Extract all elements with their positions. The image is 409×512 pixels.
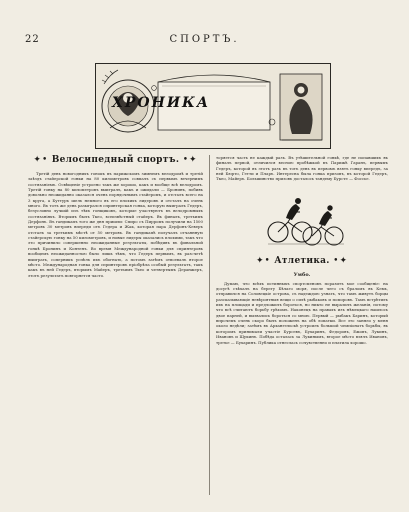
page-number: 22 <box>25 34 40 45</box>
athletics-subheading: Умбо. <box>293 271 311 278</box>
heading-ornament-left: ✦• <box>33 155 49 165</box>
left-column <box>28 155 203 278</box>
heading-ornament-right: •✦ <box>333 255 348 266</box>
heading-ornament-right: •✦ <box>182 155 198 165</box>
cycling-heading-text: Велосипедный спортъ. <box>51 155 180 165</box>
heading-ornament-left: ✦• <box>256 255 271 266</box>
athletics-heading-text: Атлетика. <box>274 255 330 266</box>
cycling-heading <box>28 155 203 165</box>
running-head: СПОРТЪ. <box>169 34 240 45</box>
athletics-heading <box>216 256 388 266</box>
right-column <box>216 155 388 345</box>
banner-title: ХРОНИКА <box>112 95 211 111</box>
athletics-paragraph: Думаю, что всѣхъ истинныхъ спортсменовъ поразитъ мое сообщеніе: на досугѣ съѣхалъ на берегу Бѣлаго моря, после чего съ браломъ въ Кемь, отправился на Соловецкіе острова, съ надеждою узнать, что тамъ живутъ борцы разсказывающіе невѣроятныя вещи о силѣ рыбаковъ и поморовъ. Тамъ встрѣтилъ ихъ на площади и предложилъ бороться, но никто не выразилъ желанія, потому что всѣ считаютъ борьбу грѣхомъ. Наконецъ на правахъ изъ нѣмецкаго нашлось двое парней, и вызвались бороться со мною. Первый — рыбакъ Баринъ, который впрочемъ очень скоро былъ положенъ на обѣ лопатки. Все это заняло у меня около недѣли; затѣмъ въ Архангельскѣ устроилъ большой чемпіонатъ борьбы, въ которомъ принимали участіе Бурсевъ, Бухаринъ, Федоровъ, Ежовъ, Лукинъ, Ивановъ и Щукинъ. Побѣда осталась за Лукинымъ, второе мѣсто взялъ Ивановъ, третье — Бухаринъ. Публика отнеслась сочувственно и платила хорошо. <box>216 280 388 345</box>
cycling-continuation: торяется часть не каждый разъ. Въ утѣшительной гонкѣ, где не попавшихъ въ финалъ первой, отличился весною пробѣжкой въ Парижѣ Гаранъ, первымъ Гедеръ, которой въ этотъ разъ въ тотъ день въ первомъ взятъ гонку впередъ, за ней Бюрто, Гетти и Пларъ. Интересна была гонка призовъ, въ которой Гедеръ, Ткео, Майеръ. Большинство призовъ досталось тандему Бурсте — Фоссье. <box>216 155 388 182</box>
cycling-paragraph: Третій день новогоднихъ гонокъ въ парижскомъ зимнемъ велодромѣ и третій заѣздъ стайерской гонки на 80 километровъ совпалъ съ первымъ вечернимъ состязаніемъ. Освѣщеніе устроено такъ же хорошо, какъ и вообще всѣ велодромъ. Третій гонку на 80 километровъ выигралъ, какъ и ожидали — Бронинъ, побивъ довольно неожиданно оказался очень порядочнымъ стайеромъ, и отсталъ всего на 3 круга, а Буттуръ шелъ немного въ его плохихъ лидеровъ и отсталъ на очень много. Въ тотъ же день разыгрался спринтерская гонка, которую выигралъ Гедеръ, безусловно лучшій изъ тѣхъ гонщиковъ, которые участвуютъ въ велодромныхъ состязаніяхъ. Вторымъ былъ Ткео, всеизвѣстный стайеръ. Въ финалъ, третьимъ Дерфонъ. Въ гандикапъ того же дня пришли: Спиро съ Пирромъ получили на 1500 метровъ 30 метровъ впереди отъ Гедера и Жак, которая пара Дерфонъ-Кеверъ отсталъ за третьимъ мѣстѣ от 50 метровъ. Въ гандикапѣ получалъ отчаянную стайерскую гонку на 50 километровъ, и новые лидеры оказались плохими, такъ что это причинило совершенно неожиданные результаты, побѣдивъ въ финальной гонкѣ Бронинъ и Контенъ. Во время Международной гонки для спринтеровъ вообщемъ неожиданностью было лишь тѣмъ, что Гедеръ первымъ, въ разсчетѣ выиграть, соперникъ успѣлъ ихъ обогнать, а потомъ затѣмъ отвоевалъ второе мѣсто. Международная гонка для спринтеровъ пріобрѣла особый результатъ, такъ какъ въ ней Гедеръ, вторымъ Майеръ, третьимъ Ткео и четвертымъ Деранжеръ, этотъ результатъ повторяется часто. <box>28 171 203 278</box>
column-divider <box>209 155 210 495</box>
cyclists-illustration <box>216 188 388 248</box>
